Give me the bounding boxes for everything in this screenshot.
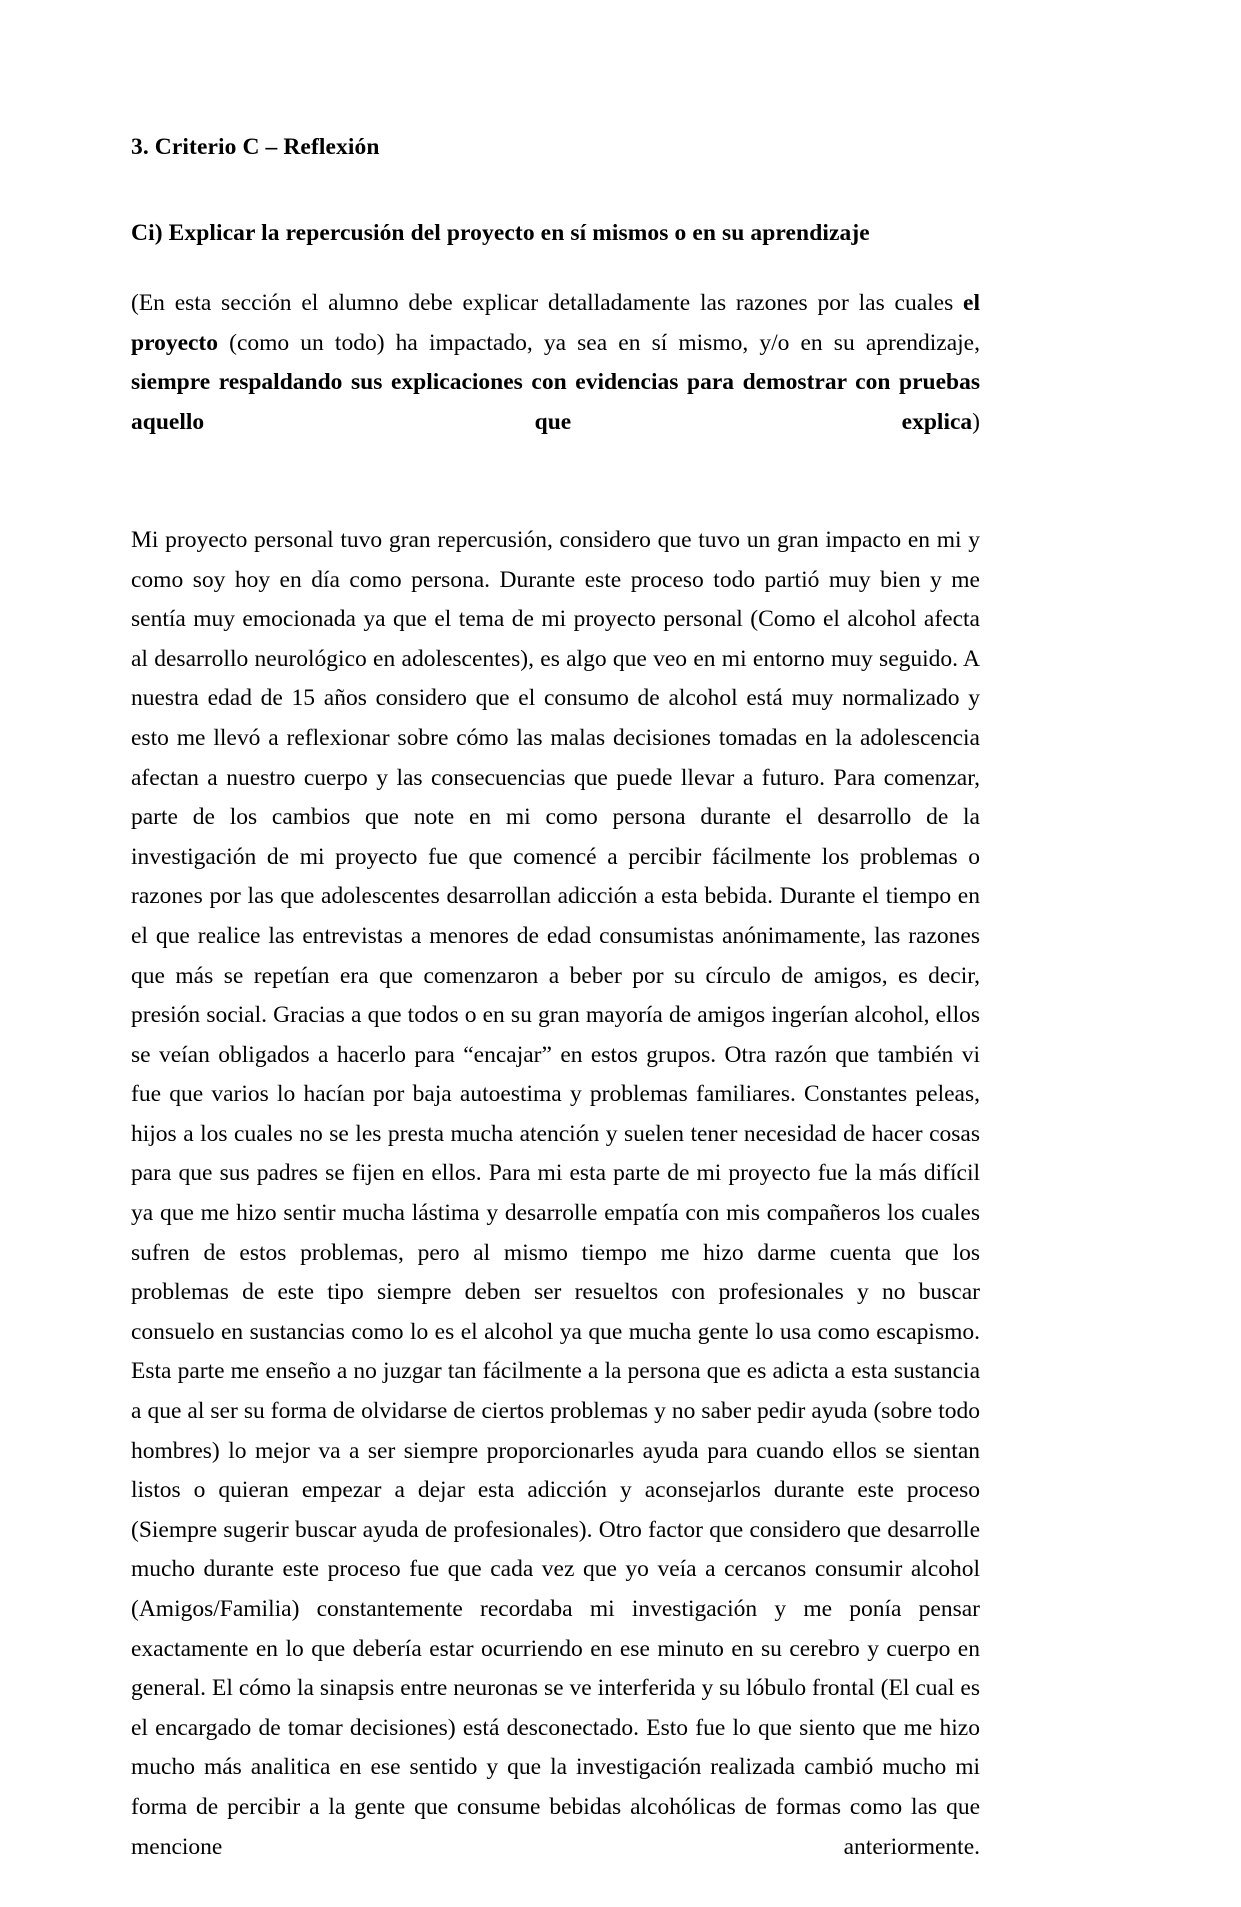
text-run-1: el proyecto [131,290,980,356]
page-content [131,0,980,1907]
text-run-2: (como un todo) ha impactado, ya sea en sí mismo, y/o en su aprendizaje, [218,329,980,356]
text-run-3: siempre respaldando sus explicaciones con evidencias para demostrar con pruebas aquello que explica [131,369,980,435]
instructions-paragraph [131,245,980,482]
text-run-0: (En esta sección el alumno debe explicar detalladamente las razones por las cuales [131,290,964,316]
section-heading: 3. Criterio C – Reflexión [131,134,380,160]
criterion-sub-heading: Ci) Explicar la repercusión del proyecto en sí mismos o en su aprendizaje [131,219,870,246]
reflection-body-paragraph: Mi proyecto personal tuvo gran repercusión, considero que tuvo un gran impacto en mi y como soy hoy en día como persona. Durante este proceso todo partió muy bien y me sentía muy emocionada ya que el tema de mi proyecto personal (Como el alcohol afecta al desarrollo neurológico en adolescentes), es algo que veo en mi entorno muy seguido. A nuestra edad de 15 años considero que el consumo de alcohol está muy normalizado y esto me llevó a reflexionar sobre cómo las malas decisiones tomadas en la adolescencia afectan a nuestro cuerpo y las consecuencias que puede llevar a futuro. Para comenzar, parte de los cambios que note en mi como persona durante el desarrollo de la investigación de mi proyecto fue que comencé a percibir fácilmente los problemas o razones por las que adolescentes desarrollan adicción a esta bebida. Durante el tiempo en el que realice las entrevistas a menores de edad consumistas anónimamente, las razones que más se repetían era que comenzaron a beber por su círculo de amigos, es decir, presión social. Gracias a que todos o en su gran mayoría de amigos ingerían alcohol, ellos se veían obligados a hacerlo para “encajar” en estos grupos. Otra razón que también vi fue que varios lo hacían por baja autoestima y problemas familiares. Constantes peleas, hijos a los cuales no se les presta mucha atención y suelen tener necesidad de hacer cosas para que sus padres se fijen en ellos. Para mi esta parte de mi proyecto fue la más difícil ya que me hizo sentir mucha lástima y desarrolle empatía con mis compañeros los cuales sufren de estos problemas, pero al mismo tiempo me hizo darme cuenta que los problemas de este tipo siempre deben ser resueltos con profesionales y no buscar consuelo en sustancias como lo es el alcohol ya que mucha gente lo usa como escapismo. Esta parte me enseño a no juzgar tan fácilmente a la persona que es adicta a esta sustancia a que al ser su forma de olvidarse de ciertos problemas y no saber pedir ayuda (sobre todo hombres) lo mejor va a ser siempre proporcionarles ayuda para cuando ellos se sientan listos o quieran empezar a dejar esta adicción y aconsejarlos durante este proceso (Siempre sugerir buscar ayuda de profesionales). Otro factor que considero que desarrolle mucho durante este proceso fue que cada vez que yo veía a cercanos consumir alcohol (Amigos/Familia) constantemente recordaba mi investigación y me ponía pensar exactamente en lo que debería estar ocurriendo en ese minuto en su cerebro y cuerpo en general. El cómo la sinapsis entre neuronas se ve interferida y su lóbulo frontal (El cual es el encargado de tomar decisiones) está desconectado. Esto fue lo que siento que me hizo mucho más analitica en ese sentido y que la investigación realizada cambió mucho mi forma de percibir a la gente que consume bebidas alcohólicas de formas como las que mencione anteriormente. [131,526,980,1860]
text-run-4: ) [972,408,980,435]
